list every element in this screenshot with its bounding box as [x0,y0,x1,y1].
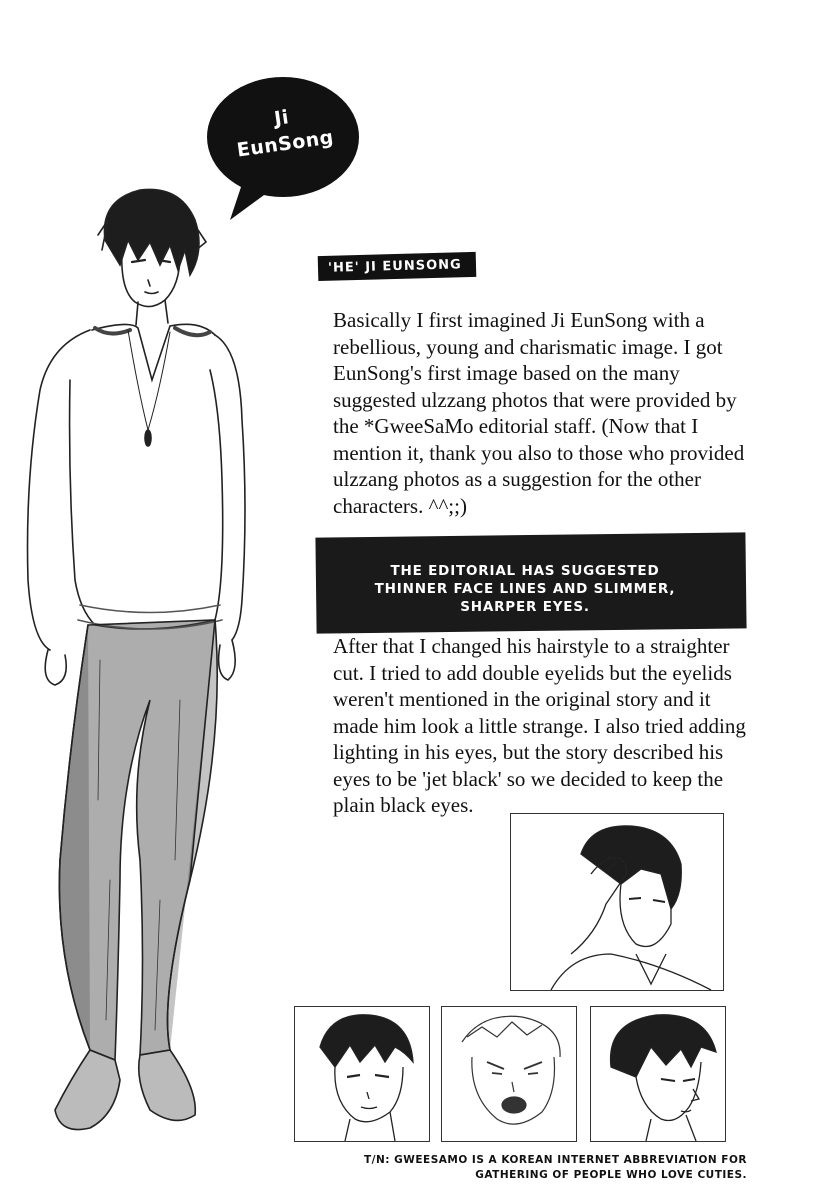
banner-line3: SHARPER EYES. [460,599,590,615]
sketch-panel-shouting-face [441,1006,577,1142]
section-tag: 'HE' JI EUNSONG [318,252,476,281]
translator-note [327,1153,747,1183]
sketch-panel-face-closeup [294,1006,430,1142]
name-speech-bubble [205,75,360,220]
paragraph-intro: Basically I first imagined Ji EunSong with a rebellious, young and charismatic image. I got EunSong's first image based on the many suggested ulzzang photos that were provided by the *GweeSaMo editorial staff. (Now that I mention it, thank you also to those who provided ulzzang photos as a suggestion for the other characters. ^^;;) [333,308,745,518]
sketch-panel-hand-on-forehead [510,813,724,991]
paragraph-changes: After that I changed his hairstyle to a straighter cut. I tried to add double eyelids but the eyelids weren't mentioned in the original story and it made him look a little strange. I also tried adding lighting in his eyes, but the story described his eyes to be 'jet black' so we decided to keep the plain black eyes. [333,634,746,817]
translator-note-line2: GATHERING OF PEOPLE WHO LOVE CUTIES. [475,1169,747,1181]
editorial-banner-text [315,562,735,616]
bubble-name-line2: EunSong [235,126,336,162]
banner-line1: THE EDITORIAL HAS SUGGESTED [390,563,660,579]
bubble-name-line1: Ji [272,106,291,131]
translator-note-line1: T/N: GWEESAMO IS A KOREAN INTERNET ABBREVIATION FOR [364,1154,747,1166]
full-figure-illustration [10,180,250,1140]
sketch-panel-side-profile [590,1006,726,1142]
banner-line2: THINNER FACE LINES AND SLIMMER, [374,581,676,597]
